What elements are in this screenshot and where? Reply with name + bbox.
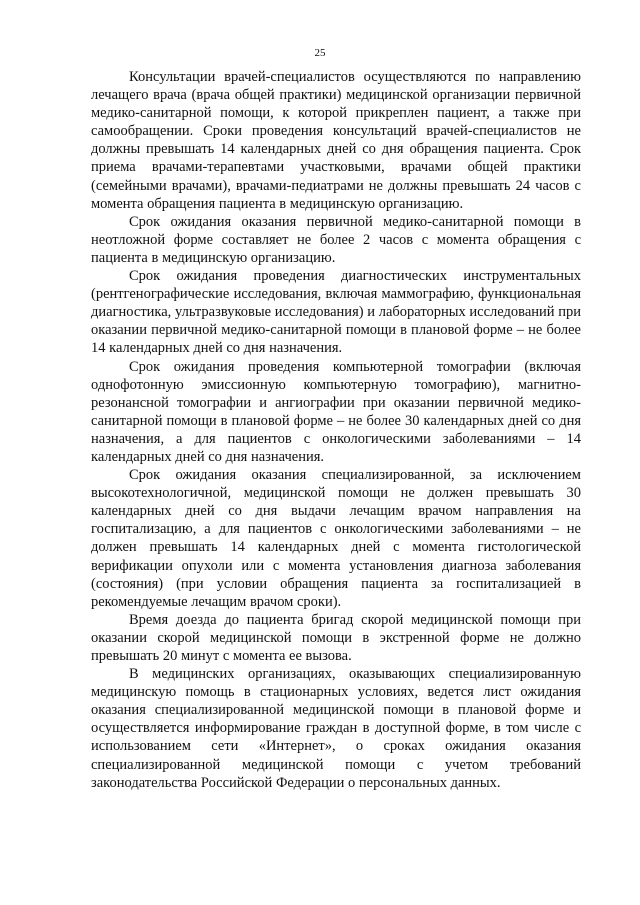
- paragraph-tomography-wait: Срок ожидания проведения компьютерной томографии (включая однофотонную эмиссионную компьютерную томографию), магнитно-резонансной томографии и ангиографии при оказании первичной медико-санитарной помощи в плановой форме – не более 30 календарных дней со дня назначения, а для пациентов с онкологическими заболеваниями – 14 календарных дней со дня назначения.: [91, 358, 581, 465]
- page-number: 25: [314, 47, 326, 59]
- paragraph-urgent-care-wait: Срок ожидания оказания первичной медико-санитарной помощи в неотложной форме составляет не более 2 часов с момента обращения с пациента в медицинскую организацию.: [91, 213, 581, 266]
- document-body: [91, 68, 581, 792]
- paragraph-specialist-consultations: Консультации врачей-специалистов осуществляются по направлению лечащего врача (врача общей практики) медицинской организации первичной медико-санитарной помощи, к которой прикреплен пациент, а также при самообращении. Сроки проведения консультаций врачей-специалистов не должны превышать 14 календарных дней со дня обращения пациента. Срок приема врачами-терапевтами участковыми, врачами общей практики (семейными врачами), врачами-педиатрами не должны превышать 24 часов с момента обращения пациента в медицинскую организацию.: [91, 69, 581, 212]
- paragraph-ambulance-arrival: Время доезда до пациента бригад скорой медицинской помощи при оказании скорой медицинской помощи в экстренной форме не должно превышать 20 минут с момента ее вызова.: [91, 611, 581, 664]
- paragraph-diagnostic-tests-wait: Срок ожидания проведения диагностических инструментальных (рентгенографические исследования, включая маммографию, функциональная диагностика, ультразвуковые исследования) и лабораторных исследований при оказании первичной медико-санитарной помощи в плановой форме – не более 14 календарных дней со дня назначения.: [91, 268, 581, 357]
- paragraph-specialized-care-wait: Срок ожидания оказания специализированной, за исключением высокотехнологичной, медицинской помощи не должен превышать 30 календарных дней со дня выдачи лечащим врачом направления на госпитализацию, а для пациентов с онкологическими заболеваниями – не должен превышать 14 календарных дней с момента гистологической верификации опухоли или с момента установления диагноза заболевания (состояния) (при условии обращения пациента за госпитализацией в рекомендуемые лечащим врачом сроки).: [91, 467, 581, 610]
- paragraph-waiting-list: В медицинских организациях, оказывающих специализированную медицинскую помощь в стационарных условиях, ведется лист ожидания оказания специализированной медицинской помощи в плановой форме и осуществляется информирование граждан в доступной форме, в том числе с использованием сети «Интернет», о сроках ожидания оказания специализированной медицинской помощи с учетом требований законодательства Российской Федерации о персональных данных.: [91, 666, 581, 791]
